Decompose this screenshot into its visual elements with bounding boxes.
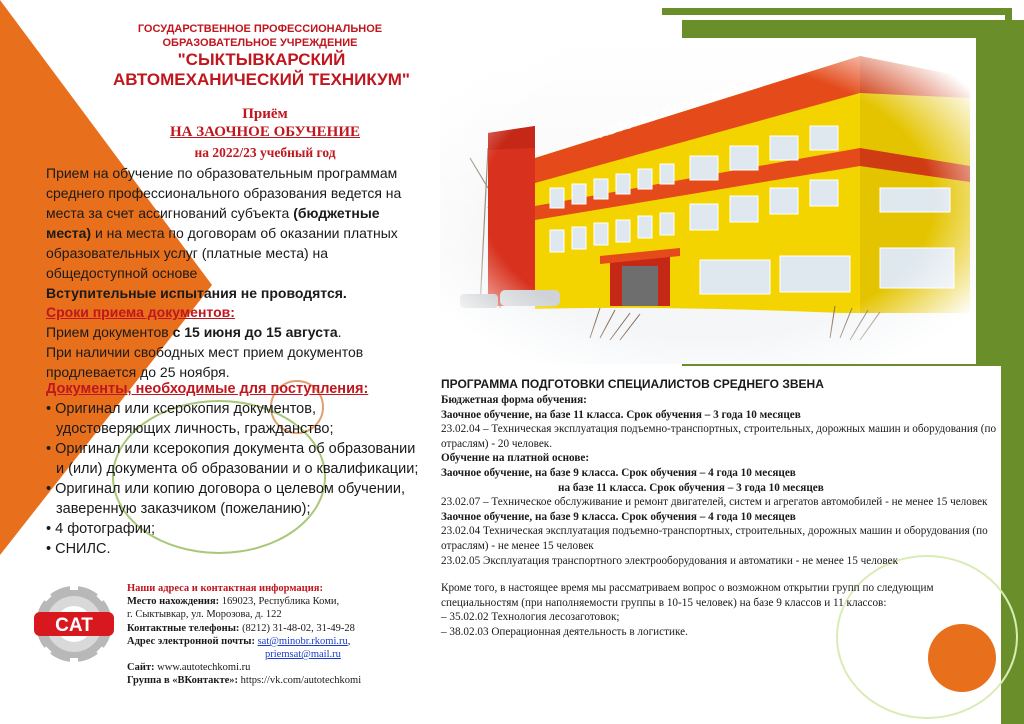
future-groups-note: Кроме того, в настоящее время мы рассматриваем вопрос о возможном открытии групп по следующим специальностям (при наполняемости группы в 10-15 человек) на базе 9 классов и 11 классов:	[441, 582, 934, 609]
admission-title: Приём	[242, 106, 288, 122]
deadlines-dates: с 15 июня до 15 августа	[172, 324, 338, 340]
documents-heading: Документы, необходимые для поступления:	[46, 381, 369, 397]
paid-term: Заочное обучение, на базе 9 класса. Срок обучения – 4 года 10 месяцев	[441, 510, 796, 523]
phones-value: (8212) 31-48-02, 31-49-28	[239, 622, 355, 634]
intro-paragraph	[46, 163, 426, 303]
documents-section	[46, 379, 426, 559]
vk-label: Группа в «ВКонтакте»:	[127, 675, 239, 687]
vk-link[interactable]: https://vk.com/autotechkomi	[238, 675, 362, 687]
location-value: г. Сыктывкар, ул. Морозова, д. 122	[127, 609, 282, 621]
site-link[interactable]: www.autotechkomi.ru	[154, 662, 251, 674]
site-label: Сайт:	[127, 662, 155, 674]
documents-list-item: • Оригинал или ксерокопия документов, удостоверяющих личность, гражданство;	[46, 401, 334, 437]
email-link[interactable]: priemsat@mail.ru	[265, 649, 341, 661]
location-label: Место нахождения:	[127, 596, 220, 608]
admission-form: НА ЗАОЧНОЕ ОБУЧЕНИЕ	[169, 124, 361, 140]
future-specialty-item: – 38.02.03 Операционная деятельность в логистике.	[441, 625, 688, 638]
paid-specialty: 23.02.07 – Техническое обслуживание и ремонт двигателей, систем и агрегатов автомобилей - не менее 15 человек	[441, 496, 988, 509]
future-specialty-item: – 35.02.02 Технология лесозаготовок;	[441, 611, 620, 624]
green-line-decoration	[1005, 8, 1012, 68]
logo-text: CAT	[55, 615, 93, 636]
budget-specialty: 23.02.04 – Техническая эксплуатация подъемно-транспортных, строительных, дорожных машин и оборудования (по отраслям) - 20 человек.	[441, 423, 997, 450]
email-separator: ,	[347, 635, 351, 647]
institution-name-line: АВТОМЕХАНИЧЕСКИЙ ТЕХНИКУМ"	[113, 70, 410, 89]
college-logo	[32, 582, 116, 666]
deadlines-text: Прием документов	[46, 324, 173, 340]
email-link[interactable]: sat@minobr.rkomi.ru	[257, 635, 348, 647]
location-value: 169023, Республика Коми,	[219, 596, 340, 608]
paid-specialty: 23.02.04 Техническая эксплуатация подъемно-транспортных, строительных, дорожных машин и оборудования (по отраслям) - не менее 15 человек	[441, 525, 988, 552]
documents-list-item: • Оригинал или ксерокопия документа об образовании и (или) документа об образовании и о квалификации;	[46, 441, 419, 477]
deadlines-heading: Сроки приема документов:	[46, 304, 235, 320]
college-building-photo	[440, 38, 976, 364]
deadlines-line	[46, 322, 426, 342]
documents-list-item: • Оригинал или копию договора о целевом обучении, заверенную заказчиком (пожеланию);	[46, 481, 406, 517]
budget-heading: Бюджетная форма обучения:	[441, 394, 587, 406]
budget-term: Заочное обучение, на базе 11 класса. Срок обучения – 3 года 10 месяцев	[441, 408, 801, 421]
contacts-block	[127, 582, 427, 688]
phones-label: Контактные телефоны:	[127, 622, 240, 634]
deadlines-extension: При наличии свободных мест прием документов продлевается до 25 ноября.	[46, 344, 364, 380]
documents-list-item: • 4 фотографии;	[46, 521, 155, 537]
intro-budget-places: (бюджетные места)	[46, 205, 380, 241]
paid-heading: Обучение на платной основе:	[441, 452, 590, 465]
program-title: ПРОГРАММА ПОДГОТОВКИ СПЕЦИАЛИСТОВ СРЕДНЕГО ЗВЕНА	[441, 377, 824, 391]
paid-term: на базе 11 класса. Срок обучения – 3 года 10 месяцев	[558, 481, 824, 494]
institution-name-line: "СЫКТЫВКАРСКИЙ	[177, 50, 346, 69]
email-label: Адрес электронной почты:	[127, 635, 255, 647]
paid-term: Заочное обучение, на базе 9 класса. Срок обучения – 4 года 10 месяцев	[441, 466, 796, 479]
documents-list-item: • СНИЛС.	[46, 541, 111, 557]
program-body	[441, 393, 1001, 640]
intro-text: и на места по договорам об оказании платных образовательных услуг (платные места) на общедоступной основе	[46, 225, 398, 281]
deadlines-section	[46, 302, 426, 382]
institution-type: ГОСУДАРСТВЕННОЕ ПРОФЕССИОНАЛЬНОЕ ОБРАЗОВАТЕЛЬНОЕ УЧРЕЖДЕНИЕ	[137, 23, 383, 49]
no-exams-note: Вступительные испытания не проводятся.	[46, 285, 347, 301]
deadlines-text: .	[337, 324, 342, 340]
institution-name	[84, 50, 439, 90]
contacts-heading: Наши адреса и контактная информация:	[127, 583, 323, 594]
paid-specialty: 23.02.05 Эксплуатация транспортного электрооборудования и автоматики - не менее 15 человек	[441, 554, 899, 567]
green-line-decoration	[662, 8, 1012, 15]
intro-text: Прием на обучение по образовательным программам среднего профессионального образования ведется на места за счет ассигнований субъекта	[46, 165, 402, 221]
admission-year: на 2022/23 учебный год	[194, 145, 336, 160]
